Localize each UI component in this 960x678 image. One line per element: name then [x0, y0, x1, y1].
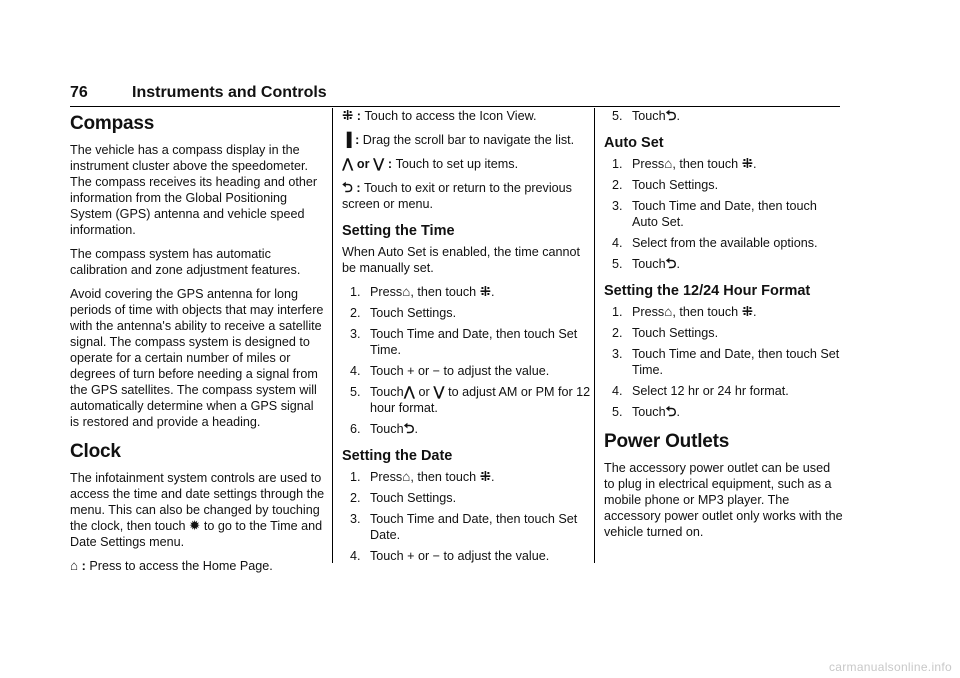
- gear-icon: ✹: [189, 518, 201, 533]
- step-number: 6.: [350, 422, 361, 436]
- setting-time-heading: Setting the Time: [342, 223, 455, 239]
- power-outlets-heading: Power Outlets: [604, 431, 730, 452]
- step-number: 3.: [612, 347, 623, 361]
- step-text: .: [491, 470, 495, 484]
- clock-heading: Clock: [70, 441, 121, 462]
- step-text: Press: [632, 305, 665, 319]
- step-text: Touch Time and Date, then touch Auto Set.: [632, 199, 817, 229]
- list-item: [604, 346, 844, 378]
- step-number: 1.: [612, 157, 623, 171]
- list-item: [342, 490, 592, 506]
- home-icon: ⌂: [664, 304, 673, 319]
- list-item: [342, 284, 592, 300]
- back-icon: ⮌: [665, 256, 677, 271]
- back-icon: ⮌: [665, 108, 677, 123]
- step-text: Touch Settings.: [370, 491, 457, 505]
- list-item: [604, 256, 844, 272]
- step-number: 2.: [612, 178, 623, 192]
- list-item: [342, 469, 592, 485]
- icon-view-description: [342, 108, 592, 124]
- step-number: 4.: [350, 549, 361, 563]
- step-text: to adjust AM or PM for 12 hour format.: [370, 385, 591, 415]
- hour-format-heading: Setting the 12/24 Hour Format: [604, 283, 811, 299]
- auto-set-steps: [604, 156, 844, 272]
- chevron-down-icon: ⋁: [372, 156, 385, 171]
- step-number: 2.: [612, 326, 623, 340]
- hour-format-steps: [604, 304, 844, 420]
- apps-icon: ⁜: [479, 469, 491, 484]
- step-text: Press: [370, 470, 403, 484]
- back-text: Touch to exit or return to the previous screen or menu.: [342, 181, 572, 211]
- scroll-text: Drag the scroll bar to navigate the list.: [362, 133, 575, 147]
- step-text: Touch: [632, 405, 666, 419]
- power-outlets-paragraph: The accessory power outlet can be used to plug in electrical equipment, such as a mobile phone or MP3 player. The accessory power outlet only works with the vehicle turned on.: [604, 461, 843, 539]
- icon-view-text: Touch to access the Icon View.: [364, 109, 537, 123]
- step-text: Touch Time and Date, then touch Set Date.: [370, 512, 578, 542]
- step-text: .: [676, 109, 680, 123]
- back-icon: ⮌: [342, 180, 353, 195]
- scroll-bar-icon: ▐: [342, 132, 352, 147]
- apps-icon: ⁜: [342, 108, 354, 123]
- home-desc-text: Press to access the Home Page.: [89, 559, 273, 573]
- step-number: 4.: [612, 236, 623, 250]
- step-text: .: [753, 157, 757, 171]
- list-item: [604, 108, 844, 124]
- watermark: carmanualsonline.info: [828, 660, 952, 674]
- setting-date-heading: Setting the Date: [342, 448, 453, 464]
- clock-paragraph: [70, 470, 325, 550]
- separator: :: [384, 157, 396, 171]
- step-number: 1.: [350, 470, 361, 484]
- step-number: 2.: [350, 491, 361, 505]
- step-text: , then touch: [672, 305, 739, 319]
- separator: :: [78, 559, 90, 573]
- column-1: [70, 108, 325, 582]
- scroll-description: [342, 132, 592, 148]
- list-item: [604, 404, 844, 420]
- step-text: Select 12 hr or 24 hr format.: [632, 384, 789, 398]
- compass-paragraph-1: The vehicle has a compass display in the instrument cluster above the speedometer. The compass receives its heading and other information from the Global Positioning System (GPS) antenna and vehicle speed information.: [70, 143, 318, 237]
- step-number: 5.: [350, 385, 361, 399]
- clock-text-b: to go to the Time and Date Settings menu.: [70, 519, 323, 549]
- updown-description: [342, 156, 592, 172]
- step-number: 3.: [350, 512, 361, 526]
- list-item: [604, 177, 844, 193]
- list-item: [342, 548, 592, 564]
- home-icon: ⌂: [402, 469, 411, 484]
- step-text: .: [414, 422, 418, 436]
- step-text: Select from the available options.: [632, 236, 818, 250]
- step-text: Touch Settings.: [370, 306, 457, 320]
- list-item: [604, 198, 844, 230]
- list-item: [604, 235, 844, 251]
- step-text: Press: [632, 157, 665, 171]
- step-text: or: [418, 385, 430, 399]
- section-title: Instruments and Controls: [132, 84, 327, 101]
- auto-set-heading: Auto Set: [604, 135, 664, 151]
- apps-icon: ⁜: [741, 156, 753, 171]
- step-number: 5.: [612, 405, 623, 419]
- separator: :: [351, 133, 363, 147]
- step-text: .: [491, 285, 495, 299]
- home-icon: ⌂: [402, 284, 411, 299]
- list-item: [342, 511, 592, 543]
- back-description: [342, 180, 592, 212]
- step-text: Touch: [632, 257, 666, 271]
- setting-time-intro: When Auto Set is enabled, the time cannot be manually set.: [342, 245, 581, 275]
- step-number: 5.: [612, 257, 623, 271]
- step-number: 3.: [612, 199, 623, 213]
- apps-icon: ⁜: [479, 284, 491, 299]
- step-text: , then touch: [672, 157, 739, 171]
- chevron-down-icon: ⋁: [433, 384, 445, 399]
- page-header: [70, 84, 840, 107]
- column-divider-2: [594, 108, 595, 563]
- step-text: .: [676, 405, 680, 419]
- setting-time-steps: [342, 284, 592, 437]
- or-label: or: [356, 157, 370, 171]
- step-number: 4.: [350, 364, 361, 378]
- step-number: 1.: [350, 285, 361, 299]
- list-item: [342, 305, 592, 321]
- step-text: , then touch: [410, 285, 477, 299]
- step-text: Touch Time and Date, then touch Set Time.: [370, 327, 578, 357]
- column-2: [342, 108, 592, 569]
- separator: :: [352, 181, 365, 195]
- setting-date-steps: [342, 469, 592, 564]
- setting-date-steps-continued: [604, 108, 844, 124]
- step-number: 5.: [612, 109, 623, 123]
- chevron-up-icon: ⋀: [403, 384, 415, 399]
- step-number: 1.: [612, 305, 623, 319]
- updown-text: Touch to set up items.: [395, 157, 519, 171]
- step-text: Touch + or − to adjust the value.: [370, 364, 550, 378]
- step-text: Touch Time and Date, then touch Set Time.: [632, 347, 840, 377]
- compass-paragraph-2: The compass system has automatic calibration and zone adjustment features.: [70, 247, 301, 277]
- step-text: Touch: [370, 385, 404, 399]
- step-number: 2.: [350, 306, 361, 320]
- step-text: Press: [370, 285, 403, 299]
- separator: :: [353, 109, 365, 123]
- list-item: [342, 363, 592, 379]
- compass-heading: Compass: [70, 113, 155, 134]
- step-number: 3.: [350, 327, 361, 341]
- step-text: Touch: [632, 109, 666, 123]
- compass-paragraph-3: Avoid covering the GPS antenna for long periods of time with objects that may interfere with the antenna's ability to receive a satellite signal. The compass system is designed to operate for a certain number of miles or degrees of turn before needing a signal from the GPS satellites. The compass system will automatically determine when a GPS signal is restored and provide a heading.: [70, 287, 324, 429]
- column-3: [604, 108, 844, 548]
- list-item: [342, 421, 592, 437]
- column-divider-1: [332, 108, 333, 563]
- list-item: [604, 383, 844, 399]
- back-icon: ⮌: [403, 421, 415, 436]
- step-text: .: [753, 305, 757, 319]
- step-text: .: [676, 257, 680, 271]
- list-item: [342, 384, 592, 416]
- step-number: 4.: [612, 384, 623, 398]
- home-icon: ⌂: [70, 558, 79, 573]
- list-item: [342, 326, 592, 358]
- step-text: Touch: [370, 422, 404, 436]
- home-icon: ⌂: [664, 156, 673, 171]
- chevron-up-icon: ⋀: [342, 156, 354, 171]
- list-item: [604, 156, 844, 172]
- back-icon: ⮌: [665, 404, 677, 419]
- step-text: Touch Settings.: [632, 326, 719, 340]
- step-text: Touch + or − to adjust the value.: [370, 549, 550, 563]
- clock-text-a: The infotainment system controls are used to access the time and date settings through the menu. This can also be changed by touching the clock, then touch: [70, 471, 325, 533]
- list-item: [604, 325, 844, 341]
- step-text: , then touch: [410, 470, 477, 484]
- home-description: [70, 558, 325, 574]
- step-text: Touch Settings.: [632, 178, 719, 192]
- apps-icon: ⁜: [741, 304, 753, 319]
- list-item: [604, 304, 844, 320]
- page-number: 76: [70, 84, 88, 101]
